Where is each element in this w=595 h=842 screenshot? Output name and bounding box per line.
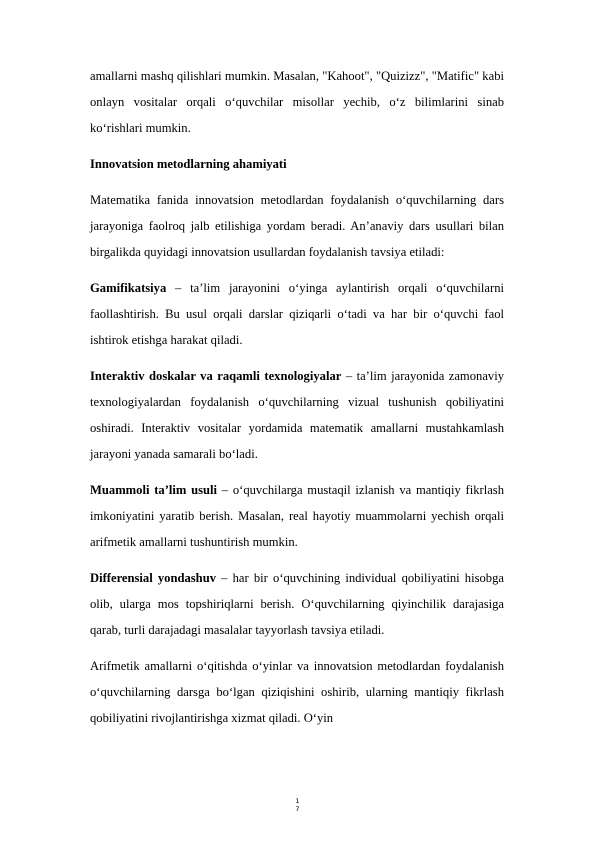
definition-gamification: – ta’lim jarayonini o‘yinga aylantirish orqali o‘quvchilarni faollashtirish. Bu usul orqali darslar qiziqarli o‘tadi va har bir o‘quvchi faol ishtirok etishga harakat qiladi. bbox=[90, 281, 504, 347]
paragraph-problem-based bbox=[90, 477, 504, 555]
paragraph-2: Matematika fanida innovatsion metodlardan foydalanish o‘quvchilarning dars jarayoniga faolroq jalb etilishiga yordam beradi. An’anaviy dars usullari bilan birgalikda quyidagi innovatsion usullardan foydalanish tavsiya etiladi: bbox=[90, 193, 504, 259]
term-differential: Differensial yondashuv bbox=[90, 571, 216, 585]
paragraph-differential bbox=[90, 565, 504, 643]
term-problem-based: Muammoli ta’lim usuli bbox=[90, 483, 218, 497]
page-number-line-1: 1 bbox=[295, 797, 300, 805]
document-body bbox=[90, 63, 504, 741]
paragraph-gamification bbox=[90, 275, 504, 353]
section-heading: Innovatsion metodlarning ahamiyati bbox=[90, 157, 287, 171]
page-number-line-2: 7 bbox=[295, 805, 300, 813]
term-interactive: Interaktiv doskalar va raqamli texnologiyalar bbox=[90, 369, 342, 383]
paragraph-1: amallarni mashq qilishlari mumkin. Masalan, "Kahoot", "Quizizz", "Matific" kabi onlayn vositalar orqali o‘quvchilar misollar yechib, o‘z bilimlarini sinab ko‘rishlari mumkin. bbox=[90, 69, 504, 135]
paragraph-interactive bbox=[90, 363, 504, 467]
page-number bbox=[0, 797, 595, 813]
term-gamification: Gamifikatsiya bbox=[90, 281, 167, 295]
paragraph-7: Arifmetik amallarni o‘qitishda o‘yinlar va innovatsion metodlardan foydalanish o‘quvchilarning darsga bo‘lgan qiziqishini oshirib, ularning mantiqiy fikrlash qobiliyatini rivojlantirishga xizmat qiladi. O‘yin bbox=[90, 659, 504, 725]
definition-problem-based: – o‘quvchilarga mustaqil izlanish va mantiqiy fikrlash imkoniyatini yaratib berish. Masalan, real hayotiy muammolarni yechish orqali arifmetik amallarni tushuntirish mumkin. bbox=[90, 483, 504, 549]
definition-differential: – har bir o‘quvchining individual qobiliyatini hisobga olib, ularga mos topshiriqlarni berish. O‘quvchilarning qiyinchilik darajasiga qarab, turli darajadagi masalalar tayyorlash tavsiya etiladi. bbox=[90, 571, 504, 637]
definition-interactive: – ta’lim jarayonida zamonaviy texnologiyalardan foydalanish o‘quvchilarning vizual tushunish qobiliyatini oshiradi. Interaktiv vositalar yordamida matematik amallarni mustahkamlash jarayoni yanada samarali bo‘ladi. bbox=[90, 369, 504, 461]
